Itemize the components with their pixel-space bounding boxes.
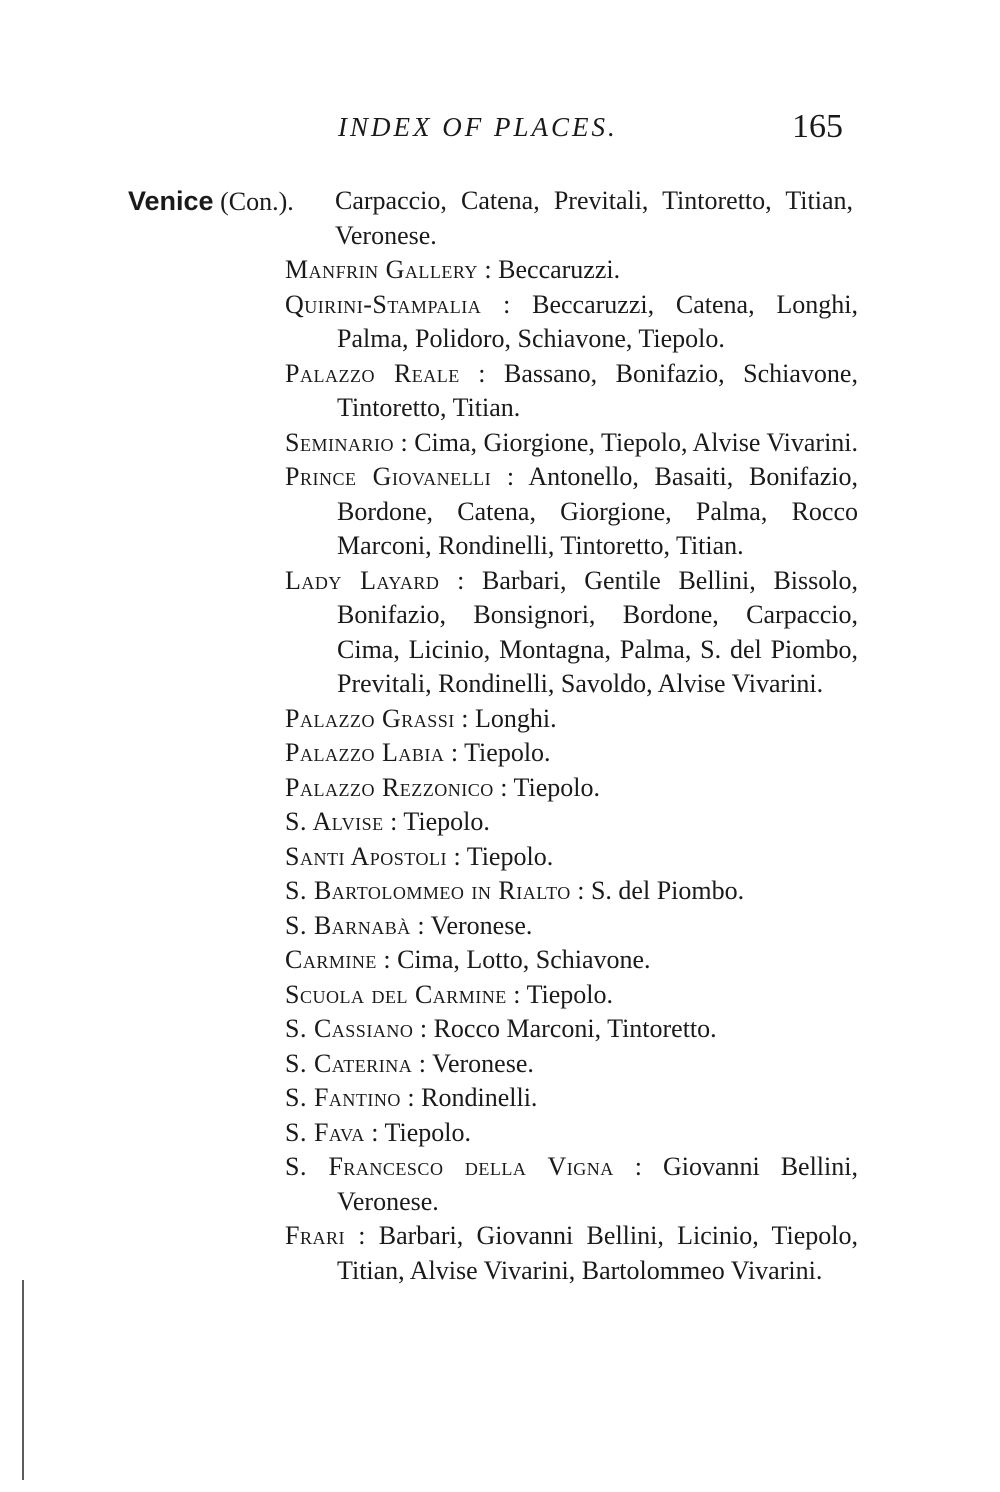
entry-place: S. Francesco della Vigna (285, 1152, 614, 1181)
entry-artists: Longhi. (474, 703, 557, 733)
index-entry (285, 288, 858, 357)
entry-place: Santi Apostoli (285, 841, 447, 871)
entry-place: S. Barnabà (285, 910, 411, 940)
index-entry (285, 253, 858, 288)
entry-separator: : (454, 703, 475, 733)
index-entry (285, 909, 858, 944)
entry-artists: Rocco Marconi, Tintoretto. (433, 1014, 717, 1043)
continued-note: (Con.). (220, 187, 294, 216)
running-head (0, 108, 1000, 152)
entry-separator: : (439, 565, 483, 595)
index-entry (285, 702, 858, 737)
entry-separator: : (376, 945, 398, 974)
entry-separator: : (344, 1221, 379, 1250)
entry-artists: Barbari, Giovanni Bellini, Licinio, Tiepolo, Titian, Alvise Vivarini, Bartolommeo Vivarini. (337, 1221, 858, 1285)
index-lead-entry (128, 184, 858, 253)
entry-separator: : (481, 289, 533, 319)
entry-artists: Bassano, Bonifazio, Schiavone, Tintoretto, Titian. (337, 358, 858, 422)
entry-artists: Veronese. (430, 910, 533, 940)
index-entry (285, 874, 858, 909)
index-entry (285, 1047, 858, 1082)
entry-place: S. Caterina (285, 1048, 413, 1078)
entry-separator: : (493, 772, 514, 802)
index-entry (285, 357, 858, 426)
entry-artists: Rondinelli. (421, 1083, 538, 1112)
entry-artists: Tiepolo. (513, 772, 601, 802)
index-entry (285, 943, 858, 978)
entry-artists: Tiepolo. (466, 841, 554, 871)
index-entry (285, 736, 858, 771)
entry-artists: Tiepolo. (403, 807, 490, 836)
lead-label (128, 184, 335, 253)
entry-place: S. Alvise (285, 807, 384, 836)
entry-artists: Tiepolo. (384, 1117, 472, 1147)
entry-artists: Veronese. (432, 1048, 534, 1078)
index-entry (285, 426, 858, 461)
entry-separator: : (459, 358, 504, 388)
entry-artists: Barbari, Gentile Bellini, Bissolo, Bonifazio, Bonsignori, Bordone, Carpaccio, Cima, Licinio, Montagna, Palma, S. del Piombo, Previtali, Rondinelli, Savoldo, Alvise Vivarini. (337, 565, 858, 698)
index-entries-list (285, 253, 858, 1288)
entry-separator: : (393, 427, 415, 457)
entry-artists: Tiepolo. (526, 979, 614, 1009)
index-entry (285, 805, 858, 840)
entry-separator: : (506, 979, 527, 1009)
entry-artists: S. del Piombo. (590, 876, 745, 905)
entry-separator: : (491, 462, 529, 491)
entry-separator: : (444, 738, 465, 767)
entry-separator: : (477, 255, 499, 284)
index-entry (285, 1012, 858, 1047)
entry-artists: Giovanni Bellini, Veronese. (337, 1152, 858, 1216)
entry-separator: : (570, 876, 591, 905)
entry-artists: Beccaruzzi. (498, 255, 621, 284)
entry-place: Palazzo Rezzonico (285, 772, 494, 802)
entry-artists: Cima, Giorgione, Tiepolo, Alvise Vivarini. (414, 427, 859, 457)
city-heading: Venice (128, 186, 214, 216)
entry-place: S. Fantino (285, 1083, 401, 1112)
entry-place: Lady Layard (285, 565, 440, 595)
entry-place: Frari (285, 1221, 345, 1250)
entry-place: Carmine (285, 945, 377, 974)
entry-place: Palazzo Grassi (285, 703, 455, 733)
entry-place: S. Cassiano (285, 1014, 414, 1043)
entry-place: Prince Giovanelli (285, 462, 492, 491)
index-entry (285, 771, 858, 806)
entry-place: S. Fava (285, 1117, 365, 1147)
entry-separator: : (400, 1083, 422, 1112)
entry-place: Manfrin Gallery (285, 255, 478, 284)
entry-artists: Cima, Lotto, Schiavone. (397, 945, 651, 974)
index-entry (285, 1150, 858, 1219)
entry-separator: : (613, 1152, 663, 1181)
entry-place: Quirini-Stampalia (285, 289, 482, 319)
running-title: INDEX OF PLACES. (338, 112, 618, 142)
index-entry (285, 1219, 858, 1288)
entry-separator: : (364, 1117, 385, 1147)
entry-artists: Beccaruzzi, Catena, Longhi, Palma, Polidoro, Schiavone, Tiepolo. (337, 289, 858, 353)
entry-place: Seminario (285, 427, 394, 457)
margin-rule (22, 1280, 24, 1480)
entry-separator: : (410, 910, 431, 940)
index-entry (285, 564, 858, 702)
lead-artists: Carpaccio, Catena, Previtali, Tintoretto, Titian, Veronese. (335, 186, 853, 250)
entry-place: Scuola del Carmine (285, 979, 507, 1009)
index-entry (285, 460, 858, 564)
entry-place: Palazzo Labia (285, 738, 445, 767)
index-entry (285, 840, 858, 875)
entry-separator: : (383, 807, 404, 836)
entry-artists: Antonello, Basaiti, Bonifazio, Bordone, Catena, Giorgione, Palma, Rocco Marconi, Rondinelli, Tintoretto, Titian. (337, 462, 859, 560)
entry-place: S. Bartolommeo in Rialto (285, 876, 571, 905)
index-entry (285, 1081, 858, 1116)
index-entry (285, 978, 858, 1013)
entry-separator: : (446, 841, 467, 871)
page-number: 165 (792, 108, 843, 145)
entry-artists: Tiepolo. (464, 738, 551, 767)
entry-place: Palazzo Reale (285, 358, 460, 388)
entry-separator: : (413, 1014, 434, 1043)
index-entry (285, 1116, 858, 1151)
entry-separator: : (412, 1048, 433, 1078)
